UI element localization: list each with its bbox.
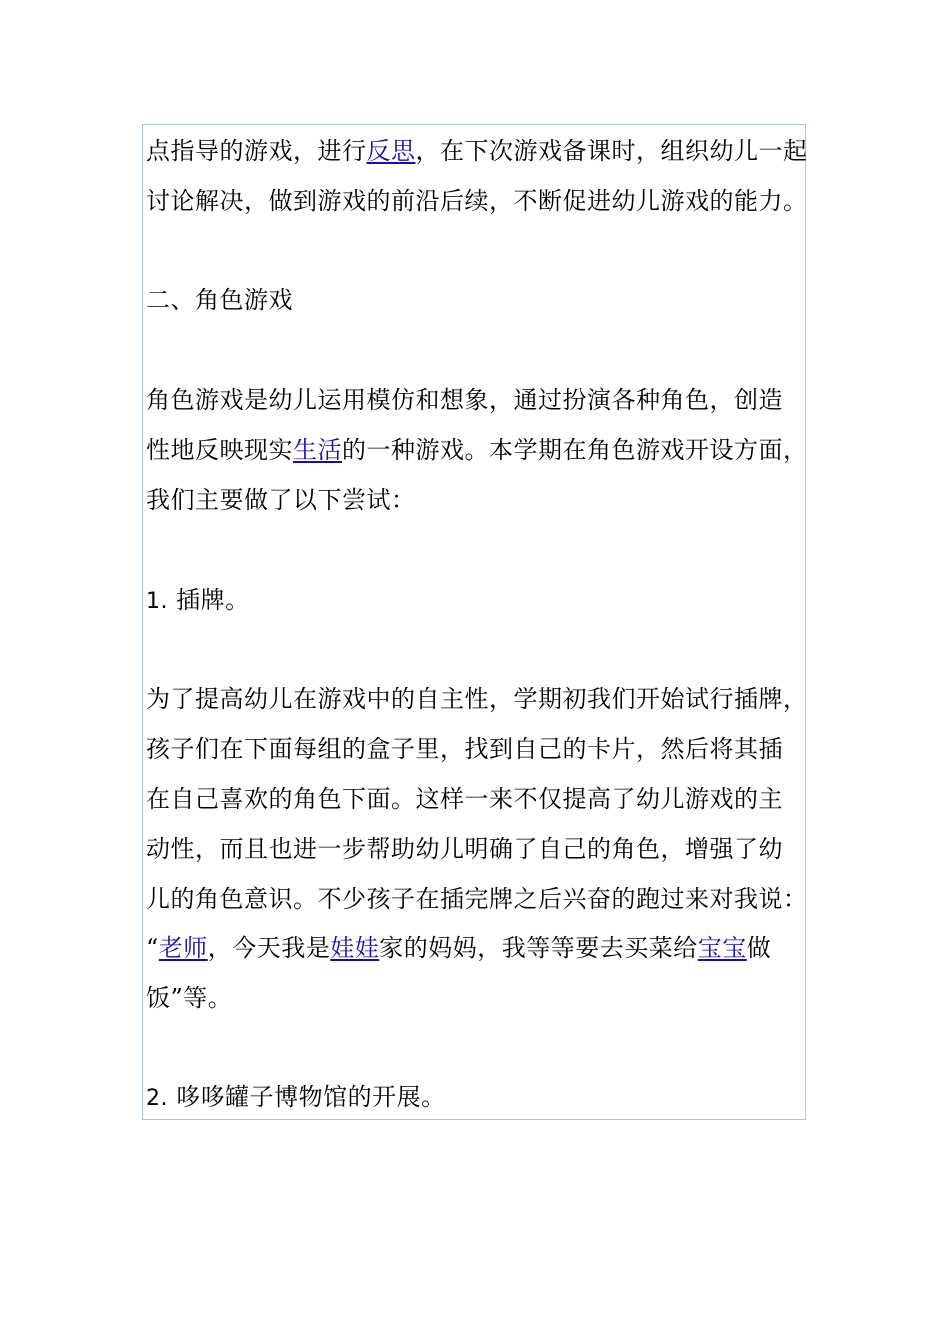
paragraph-2-line-2 [146,435,808,465]
text-segment: 我们主要做了以下尝试： [146,486,416,514]
paragraph-3-line-6 [146,933,771,963]
text-segment: 的一种游戏。本学期在角色游戏开设方面， [342,436,808,464]
page-frame [142,124,806,1120]
paragraph-2-line-3 [146,485,416,515]
text-segment: 角色游戏是幼儿运用模仿和想象，通过扮演各种角色，创造 [146,386,783,414]
item-number: 2. [146,1086,168,1111]
paragraph-3-line-2 [146,734,783,764]
text-segment: 做 [746,934,772,962]
text-segment: 在自己喜欢的角色下面。这样一来不仅提高了幼儿游戏的主 [146,785,783,813]
text-segment: 点指导的游戏，进行 [146,137,367,165]
item-title: 哆哆罐子博物馆的开展。 [176,1083,446,1111]
paragraph-3-line-7 [146,983,232,1013]
text-segment: ，在下次游戏备课时，组织幼儿一起 [415,137,808,165]
text-segment: 讨论解决，做到游戏的前沿后续，不断促进幼儿游戏的能力。 [146,187,808,215]
link-fansi[interactable]: 反思 [366,137,416,165]
text-segment: “ [146,934,159,962]
paragraph-3-line-1 [146,684,808,714]
paragraph-3-line-4 [146,834,783,864]
list-item-2 [146,1082,446,1114]
text-segment: 为了提高幼儿在游戏中的自主性，学期初我们开始试行插牌， [146,685,808,713]
paragraph-2-line-1 [146,385,783,415]
link-laoshi[interactable]: 老师 [158,934,208,962]
paragraph-3-line-3 [146,784,783,814]
item-number: 1. [146,589,168,614]
link-baobao[interactable]: 宝宝 [697,934,747,962]
paragraph-3-line-5 [146,884,808,914]
text-segment: 儿的角色意识。不少孩子在插完牌之后兴奋的跑过来对我说： [146,885,808,913]
link-wawa[interactable]: 娃娃 [330,934,380,962]
text-segment: 动性，而且也进一步帮助幼儿明确了自己的角色，增强了幼 [146,835,783,863]
text-segment: 家的妈妈，我等等要去买菜给 [379,934,698,962]
heading-text: 二、角色游戏 [146,286,293,314]
list-item-1 [146,585,250,617]
text-segment: 孩子们在下面每组的盒子里，找到自己的卡片，然后将其插 [146,735,783,763]
link-shenghuo[interactable]: 生活 [293,436,342,464]
item-title: 插牌。 [176,586,250,614]
text-segment: 性地反映现实 [146,436,293,464]
section-heading-role-play [146,285,293,315]
paragraph-1-line-2 [146,186,808,216]
text-segment: ，今天我是 [207,934,331,962]
text-segment: 饭”等。 [146,984,233,1012]
paragraph-1-line-1 [146,136,808,166]
